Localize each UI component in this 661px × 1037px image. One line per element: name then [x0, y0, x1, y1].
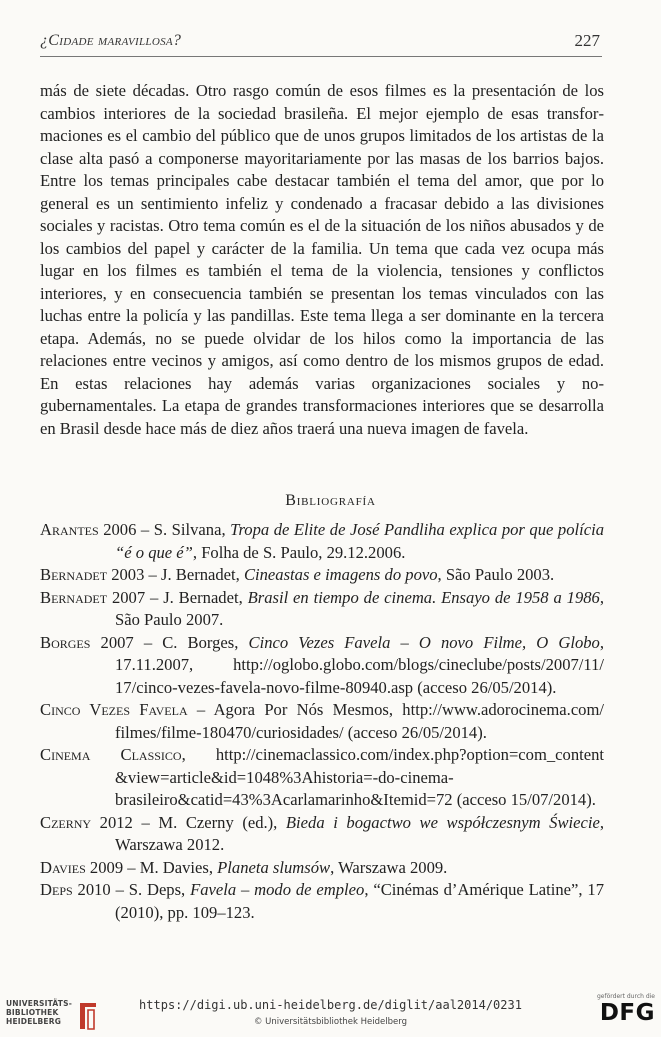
bibliography-entry	[40, 879, 604, 924]
bibliography-entry	[40, 587, 604, 632]
entry-year: 2006	[98, 520, 137, 539]
entry-details: , São Paulo 2007.	[115, 587, 604, 629]
bibliography-heading: Bibliografía	[285, 492, 376, 509]
entry-year: 2010	[72, 880, 111, 899]
entry-author: – J. Bernadet,	[144, 565, 244, 584]
running-title: ¿Cidade maravillosa?	[40, 32, 182, 49]
running-head	[40, 30, 602, 57]
entry-details: , São Paulo 2003.	[437, 565, 555, 584]
page-number: 227	[574, 31, 600, 50]
library-line: BIBLIOTHEK	[6, 1008, 59, 1017]
bibliography-entry	[40, 699, 604, 744]
entry-year: 2012	[91, 812, 133, 832]
entry-key: Deps	[40, 880, 73, 899]
bibliography-entry	[40, 812, 604, 857]
entry-details: , “Cinémas d’Amérique Latine”, 17 (2010), pp. 109–123.	[115, 880, 604, 922]
entry-year: 2007	[107, 587, 146, 607]
entry-key: Bernadet	[40, 565, 108, 584]
entry-key: Arantes	[40, 520, 99, 539]
entry-details: , 17.11.2007, http://oglobo.globo.com/blogs/cineclube/posts/2007/11/ 17/cinco-vezes-favela-novo-filme-80940.asp (acceso 26/05/2014).	[115, 632, 605, 697]
dfg-logo: DFG	[599, 1000, 655, 1026]
entry-author: – J. Bernadet,	[145, 587, 248, 607]
entry-author: –	[187, 700, 214, 719]
library-line: UNIVERSITÄTS-	[6, 999, 73, 1008]
entry-author: – C. Borges,	[133, 632, 249, 652]
entry-details: , Warszawa 2009.	[330, 857, 448, 877]
bibliography-entry	[40, 564, 604, 587]
footer	[0, 995, 661, 1037]
bibliography-entry	[40, 519, 604, 564]
entry-key: Czerny	[40, 812, 92, 832]
entry-key: Cinco Vezes Favela	[40, 700, 188, 719]
bibliography-entry	[40, 632, 604, 700]
entry-title: Cinco Vezes Favela – O novo Filme, O Globo	[248, 632, 600, 652]
funding-note: gefördert durch die	[597, 993, 655, 1000]
entry-title: Favela – modo de empleo	[190, 880, 365, 899]
footer-copyright: © Universitätsbibliothek Heidelberg	[253, 1017, 407, 1027]
bibliography-entry	[40, 857, 604, 880]
entry-key: Cinema Classico	[40, 745, 182, 764]
entry-details: , Warszawa 2012.	[115, 812, 604, 854]
entry-key: Davies	[40, 857, 86, 877]
entry-year: 2007	[90, 632, 134, 652]
entry-key: Borges	[40, 632, 91, 652]
entry-details: , Folha de S. Paulo, 29.12.2006.	[192, 542, 406, 562]
body-paragraph: más de siete décadas. Otro rasgo común de esos filmes es la presentación de los cambios interiores de la sociedad brasileña. El mejor ejemplo de esas transformaciones es el cambio del público que de unos grupos limitados de los artistas de la clase alta pasó a componerse mayoritariamente por las masas de los barrios bajos. Entre los temas principales cabe destacar también el tema del amor, que por lo general es un sentimiento infeliz y condenado a fracasar debido a las divisiones sociales y racistas. Otro tema común es el de la situación de los niños abusados y de los cambios del papel y carácter de la familia. Un tema que cada vez ocupa más lugar en los filmes es también el tema de la violencia, tensiones y conflictos interiores, y en consecuencia también se presentan los temas vinculados con las luchas entre la policía y las pandillas. Este tema llega a ser dominante en la tercera etapa. Además, no se puede olvidar de los hilos como la importancia de las relaciones entre vecinos y amigos, así como dentro de los mismos grupos de edad. En estas relaciones hay además varias organizaciones sociales y no-gubernamentales. La etapa de grandes transformaciones interiores que se desarrolla en Brasil desde hace más de diez años traerá una nueva imagen de favela.	[40, 81, 604, 438]
entry-title: Bieda i bogactwo we współczesnym Świecie	[285, 812, 600, 832]
entry-title: Tropa de Elite de José Pandliha explica por que polícia “é o que é”	[115, 520, 604, 562]
library-line: HEIDELBERG	[6, 1017, 62, 1026]
entry-author: ,	[181, 745, 216, 764]
entry-details: http://cinemaclassico.com/index.php?option=com_content &view=article&id=1048%3Ahistoria=-do-cinema-brasileiro&catid=43%3Acarlamarinho&Itemid=72 (acceso 15/07/2014).	[115, 745, 605, 809]
footer-url[interactable]: https://digi.ub.uni-heidelberg.de/diglit/aal2014/0231	[139, 998, 522, 1012]
entry-author: – S. Deps,	[110, 880, 191, 899]
entry-year: 2009	[85, 857, 124, 877]
entry-author: – M. Czerny (ed.),	[132, 812, 286, 832]
entry-title: Planeta slumsów	[217, 857, 331, 877]
bibliography-entry	[40, 744, 604, 812]
entry-author: – M. Davies,	[123, 857, 218, 877]
entry-details: Agora Por Nós Mesmos, http://www.adorocinema.com/ filmes/filme-180470/curiosidades/ (acceso 26/05/2014).	[115, 700, 604, 742]
entry-title: Brasil en tiempo de cinema. Ensayo de 1958 a 1986	[247, 587, 600, 607]
entry-author: – S. Silvana,	[136, 520, 231, 539]
entry-title: Cineastas e imagens do povo	[243, 565, 438, 584]
entry-key: Bernadet	[40, 587, 108, 607]
entry-year: 2003	[107, 565, 145, 584]
funder-logo	[585, 993, 655, 1026]
bibliography-list	[40, 519, 604, 924]
